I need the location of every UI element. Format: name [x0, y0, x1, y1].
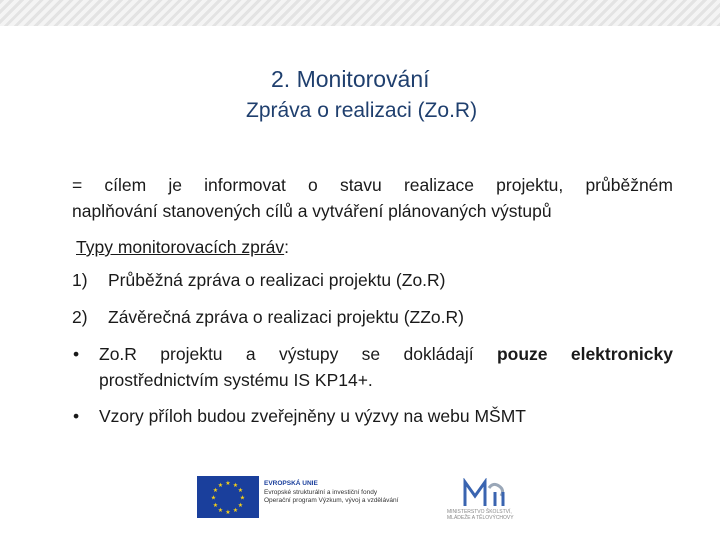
svg-text:★: ★ [217, 507, 224, 514]
footer-logos [197, 476, 527, 522]
types-heading-row [76, 234, 289, 260]
eu-line-1: Evropské strukturální a investiční fondy [264, 488, 378, 496]
intro-line-1: = cílem je informovat o stavu realizace projektu, průběžném [72, 175, 673, 195]
eu-logo-text [264, 480, 398, 506]
bullet-text-normal: Zo.R projektu a výstupy se dokládají [99, 344, 497, 364]
header-decoration [0, 0, 720, 26]
svg-text:★: ★ [212, 487, 219, 494]
svg-text:★: ★ [232, 482, 239, 489]
bullet-text: Vzory příloh budou zveřejněny u výzvy na webu MŠMT [99, 406, 526, 426]
svg-text:★: ★ [225, 509, 231, 516]
intro-paragraph [72, 172, 673, 224]
msmt-logo-text [447, 509, 514, 521]
svg-text:★: ★ [237, 487, 244, 494]
list-number: 1) [72, 270, 88, 290]
ministry-line-2: MLÁDEŽE A TĚLOVÝCHOVY [447, 515, 514, 521]
svg-text:★: ★ [232, 507, 239, 514]
svg-text:★: ★ [225, 480, 231, 487]
svg-text:★: ★ [212, 502, 219, 509]
svg-text:★: ★ [239, 494, 246, 502]
list-item-text: Závěrečná zpráva o realizaci projektu (ZZo.R) [108, 307, 464, 327]
list-number: 2) [72, 307, 88, 327]
bullet-mark: • [73, 406, 80, 426]
eu-line-2: Operační program Výzkum, vývoj a vzdělávání [264, 497, 399, 504]
eu-heading: EVROPSKÁ UNIE [264, 480, 318, 487]
intro-line-2: naplňování stanovených cílů a vytváření plánovaných výstupů [72, 201, 552, 221]
types-heading: Typy monitorovacích zpráv [76, 237, 285, 257]
bullet-mark: • [73, 344, 80, 364]
slide-title: 2. Monitorování [271, 66, 430, 92]
bullet-text-line-1 [99, 341, 673, 367]
ministry-line-1: MINISTERSTVO ŠKOLSTVÍ, [447, 509, 512, 515]
svg-text:★: ★ [237, 502, 244, 509]
bullet-text [99, 341, 673, 393]
bullet-text-line-2: prostřednictvím systému IS KP14+. [99, 370, 373, 390]
types-heading-colon: : [284, 237, 290, 257]
slide-subtitle: Zpráva o realizaci (Zo.R) [246, 99, 478, 122]
list-item-text: Průběžná zpráva o realizaci projektu (Zo.R) [108, 270, 446, 290]
svg-text:★: ★ [210, 494, 217, 502]
bullet-text-bold: pouze elektronicky [496, 344, 673, 364]
eu-flag-icon [197, 476, 259, 518]
svg-text:★: ★ [217, 482, 224, 489]
